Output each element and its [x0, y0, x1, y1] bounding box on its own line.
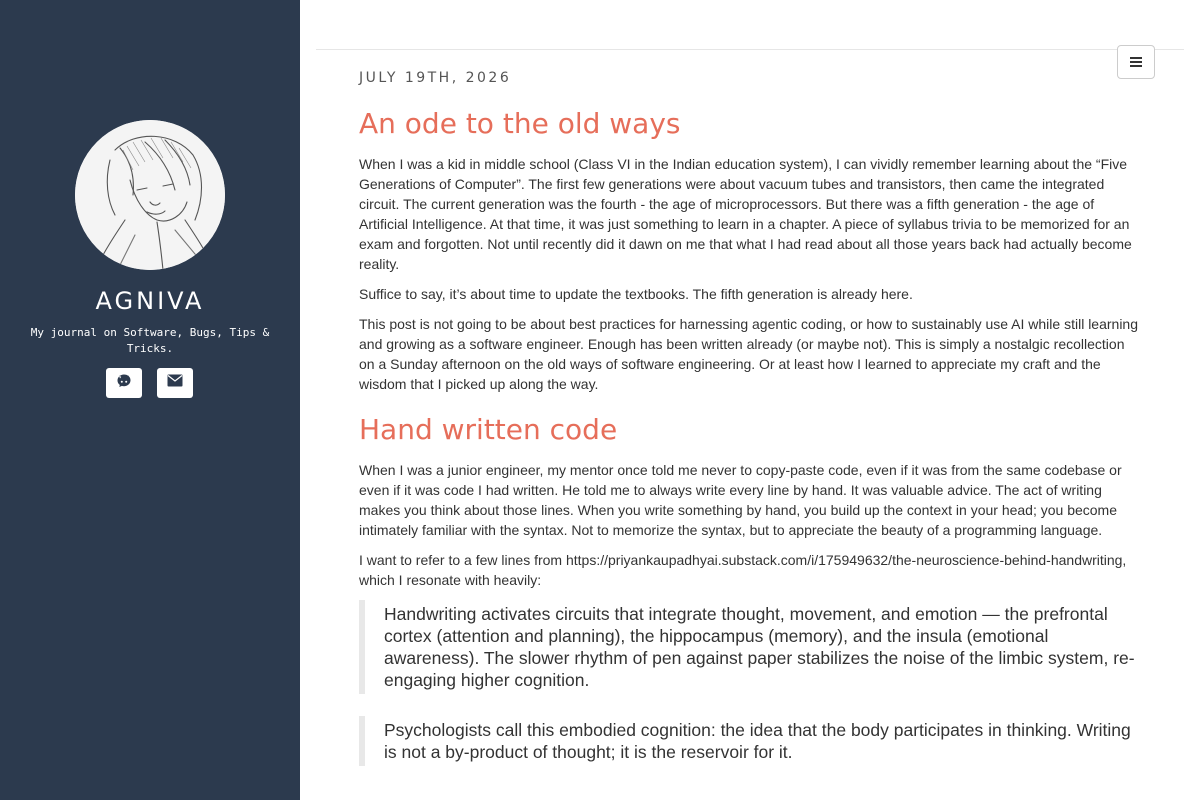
blockquote: [359, 716, 1141, 766]
post-content: [359, 70, 1141, 788]
paragraph: When I was a kid in middle school (Class VI in the Indian education system), I can vividly remember learning about the “Five Generations of Computer”. The first few generations were about vacuum tubes and transistors, then came the integrated circuit. The current generation was the fourth - the age of microprocessors. But there was a fifth generation - the age of Artificial Intelligence. At that time, it was just something to learn in a chapter. A piece of syllabus trivia to be memorized for an exam and forgotten. Not until recently did it dawn on me that what I had read about all those years back had actually become reality.: [359, 156, 1132, 272]
avatar-sketch-image: [75, 120, 225, 270]
avatar[interactable]: [75, 120, 225, 270]
sidebar: [0, 0, 300, 800]
github-link-button[interactable]: [106, 368, 142, 398]
quote-text: Handwriting activates circuits that integrate thought, movement, and emotion — the prefrontal cortex (attention and planning), the hippocampus (memory), and the insula (emotional awareness). The slower rhythm of pen against paper stabilizes the noise of the limbic system, re-engaging higher cognition.: [384, 604, 1135, 690]
header-divider: [316, 49, 1184, 50]
github-icon: [116, 373, 132, 394]
email-icon: [167, 374, 183, 392]
hamburger-icon: [1130, 55, 1142, 70]
site-title[interactable]: AGNIVA: [95, 287, 205, 315]
paragraph: Suffice to say, it’s about time to update the textbooks. The fifth generation is already here.: [359, 286, 913, 302]
blockquote: [359, 600, 1141, 694]
paragraph: I want to refer to a few lines from https://priyankaupadhyai.substack.com/i/175949632/the-neuroscience-behind-handwriting, which I resonate with heavily:: [359, 552, 1127, 588]
section-heading: Hand written code: [359, 413, 618, 446]
paragraph: This post is not going to be about best practices for harnessing agentic coding, or how to sustainably use AI while still learning and growing as a software engineer. Enough has been written already (or maybe not). This is simply a nostalgic recollection on a Sunday afternoon on the old ways of software engineering. Or at least how I learned to appreciate my craft and the wisdom that I picked up along the way.: [359, 316, 1139, 392]
post-date: JULY 19TH, 2026: [359, 70, 512, 86]
site-tagline: My journal on Software, Bugs, Tips & Tricks.: [30, 326, 270, 355]
email-link-button[interactable]: [157, 368, 193, 398]
quote-text: Psychologists call this embodied cognition: the idea that the body participates in thinking. Writing is not a by-product of thought; it is the reservoir for it.: [384, 720, 1131, 762]
paragraph: When I was a junior engineer, my mentor once told me never to copy-paste code, even if it was from the same codebase or even if it was code I had written. He told me to always write every line by hand. It was valuable advice. The act of writing makes you think about those lines. When you write something by hand, you build up the context in your head; you become intimately familiar with the syntax. Not to memorize the syntax, but to appreciate the beauty of a programming language.: [359, 462, 1122, 538]
post-title: An ode to the old ways: [359, 107, 681, 140]
